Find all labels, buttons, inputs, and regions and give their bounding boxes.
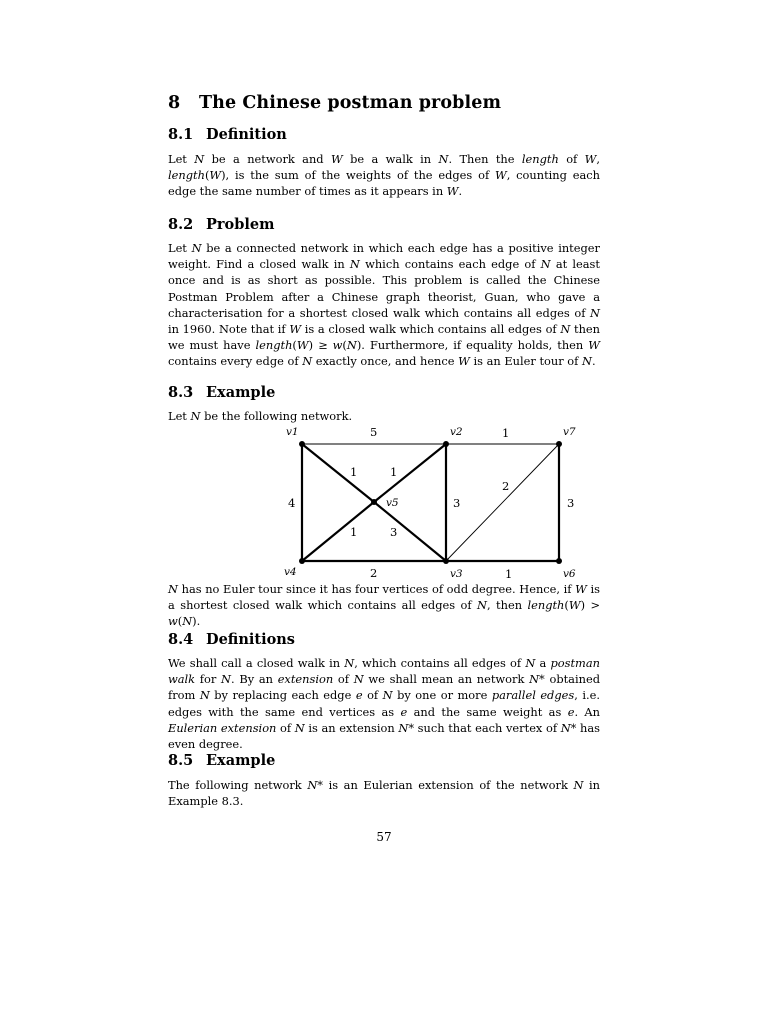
paragraph-after-diagram: N has no Euler tour since it has four vertices of odd degree. Hence, if W is a shortest closed walk which contains all edges of N, then length(W) > w(N). (168, 582, 600, 629)
vertex-v3 (443, 558, 449, 564)
section-number: 8.2 (168, 216, 194, 233)
vertex-label-v3: v3 (450, 568, 463, 580)
paragraph-8-4: We shall call a closed walk in N, which contains all edges of N a postman walk for N. By an extension of N we shall mean an network N* obtained from N by replacing each edge e of N by one or more parallel edges, i.e. edges with the same end vertices as e and the same weight as e. An Eulerian extension of N is an extension N* such that each vertex of N* has even degree. (168, 656, 600, 752)
section-title: Definition (206, 126, 287, 143)
section-number: 8.5 (168, 752, 194, 769)
weight-v4-v3: 2 (370, 566, 378, 580)
vertex-label-v1: v1 (286, 426, 299, 438)
section-title: Problem (206, 216, 275, 233)
weight-v3-v6: 1 (505, 567, 513, 581)
section-heading-8-5 (168, 752, 600, 769)
edge-v1-v5 (302, 444, 374, 502)
section-number: 8.1 (168, 126, 194, 143)
edge-v3-v7 (446, 444, 559, 561)
vertex-v5 (371, 499, 377, 505)
weight-v1-v4: 4 (288, 496, 296, 510)
vertex-v7 (556, 441, 562, 447)
paragraph-8-3: Let N be the following network. (168, 409, 353, 423)
vertex-v4 (299, 558, 305, 564)
section-title: Example (206, 384, 276, 401)
weight-v2-v3: 3 (453, 496, 461, 510)
vertex-label-v5: v5 (386, 497, 399, 509)
edge-v2-v5 (374, 444, 446, 502)
section-number: 8.4 (168, 631, 194, 648)
chapter-number: 8 (168, 93, 181, 113)
vertex-label-v4: v4 (284, 566, 297, 578)
paragraph-8-5: The following network N* is an Eulerian extension of the network N in Example 8.3. (168, 778, 600, 809)
page-number: 57 (376, 830, 392, 844)
vertex-label-v2: v2 (450, 426, 463, 438)
weight-v1-v5: 1 (350, 465, 358, 479)
vertex-v1 (299, 441, 305, 447)
weight-v1-v2: 5 (370, 425, 378, 439)
weight-v2-v5: 1 (390, 465, 398, 479)
vertex-label-v7: v7 (563, 426, 576, 438)
weight-v2-v7: 1 (502, 426, 510, 440)
weight-v3-v7: 2 (502, 479, 510, 493)
section-title: Definitions (206, 631, 295, 648)
section-heading-8-4 (168, 631, 600, 648)
section-number: 8.3 (168, 384, 194, 401)
weight-v7-v6: 3 (567, 496, 575, 510)
weight-v4-v5: 1 (350, 525, 358, 539)
edge-v4-v5 (302, 502, 374, 561)
paragraph-8-1: Let N be a network and W be a walk in N. Then the length of W, length(W), is the sum of the weights of the edges of W, counting each edge the same number of times as it appears in W. (168, 152, 600, 199)
weight-v5-v3: 3 (390, 525, 398, 539)
edge-v5-v3 (374, 502, 446, 561)
section-title: Example (206, 752, 276, 769)
chapter-title: The Chinese postman problem (199, 93, 502, 113)
vertex-v6 (556, 558, 562, 564)
vertex-label-v6: v6 (563, 568, 576, 580)
paragraph-8-2: Let N be a connected network in which each edge has a positive integer weight. Find a closed walk in N which contains each edge of N at least once and is as short as possible. This problem is called the Chinese Postman Problem after a Chinese graph theorist, Guan, who gave a characterisation for a shortest closed walk which contains all edges of N in 1960. Note that if W is a closed walk which contains all edges of N then we must have length(W) ≥ w(N). Furthermore, if equality holds, then W contains every edge of N exactly once, and hence W is an Euler tour of N. (168, 241, 601, 369)
vertex-v2 (443, 441, 449, 447)
